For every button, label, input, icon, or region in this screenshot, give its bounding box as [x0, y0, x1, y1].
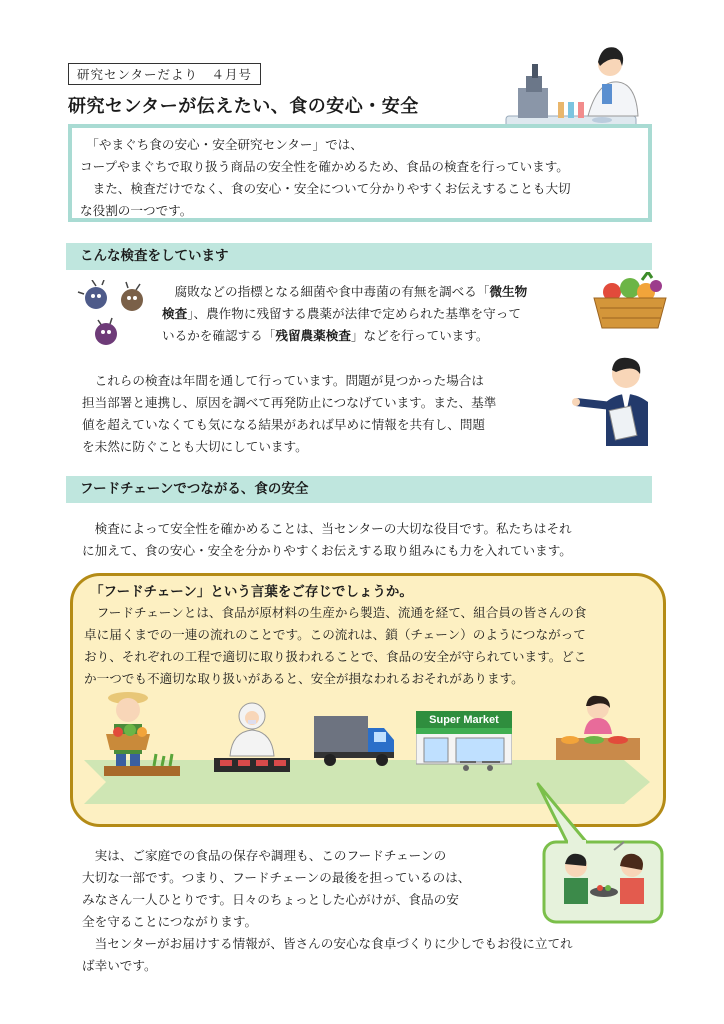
food-chain-intro	[82, 518, 662, 562]
callout-title: 「フードチェーン」という言葉をご存じでしょうか。	[90, 584, 413, 600]
pesticide-test-label: 残留農薬検査	[275, 328, 351, 343]
closing-line: 大切な一部です。つまり、フードチェーンの最後を担っているのは、	[82, 870, 471, 885]
inspection-text: いるかを確認する「	[162, 328, 276, 343]
inspection-text: 腐敗などの指標となる細菌や食中毒菌の有無を調べる「	[174, 284, 490, 299]
intro-line: な役割の一つです。	[80, 203, 193, 218]
intro-line: 「やまぐち食の安心・安全研究センター」では、	[80, 137, 363, 152]
callout-line: か一つでも不適切な取り扱いがあると、安全が損なわれるおそれがあります。	[84, 671, 524, 686]
microbial-test-label: 微生物	[489, 284, 528, 299]
intro2-line: 検査によって安全性を確かめることは、当センターの大切な役目です。私たちはそれ	[82, 521, 572, 536]
vegetable-basket-icon	[590, 272, 670, 334]
inspection-line-1	[162, 281, 582, 303]
supermarket-sign: Super Market	[416, 711, 512, 729]
callout-line: おり、それぞれの工程で適切に取り扱われることで、食品の安全が守られています。どこ	[84, 649, 587, 664]
intro-line: また、検査だけでなく、食の安心・安全について分かりやすくお伝えすることも大切	[80, 181, 571, 196]
inspection-line-2	[162, 303, 582, 325]
newsletter-tag: 研究センターだより ４月号	[68, 63, 261, 85]
microbial-test-label-cont: 検査	[162, 306, 188, 321]
closing-line: 当センターがお届けする情報が、皆さんの安心な食卓づくりに少しでもお役に立てれ	[82, 936, 573, 951]
followup-line: これらの検査は年間を通して行っています。問題が見つかった場合は	[82, 373, 484, 388]
dining-table-icon	[554, 690, 644, 772]
inspection-followup	[82, 370, 572, 458]
intro2-line: に加えて、食の安心・安全を分かりやすくお伝えする取り組みにも力を入れています。	[82, 543, 572, 558]
inspection-text: 」、農作物に残留する農薬が法律で定められた基準を守って	[187, 306, 521, 321]
section-heading-inspections: こんな検査をしています	[66, 243, 652, 270]
farmer-icon	[98, 690, 184, 780]
presenter-icon	[572, 350, 662, 450]
closing-line: ば幸いです。	[82, 958, 157, 973]
callout-line: フードチェーンとは、食品が原材料の生産から製造、流通を経て、組合員の皆さんの食	[84, 605, 587, 620]
inspection-text: 」などを行っています。	[350, 328, 489, 343]
germs-icon	[76, 280, 156, 348]
callout-text	[84, 602, 658, 690]
intro-line: コープやまぐちで取り扱う商品の安全性を確かめるため、食品の検査を行っています。	[80, 159, 569, 174]
intro-text	[80, 134, 655, 222]
factory-worker-icon	[212, 700, 292, 780]
inspection-line-3	[162, 325, 582, 347]
supermarket-icon	[416, 728, 512, 772]
closing-text	[82, 845, 662, 977]
section-heading-food-chain: フードチェーンでつながる、食の安全	[66, 476, 652, 503]
inspection-description	[162, 281, 582, 347]
scientist-icon	[498, 36, 648, 136]
closing-line: 全を守ることにつながります。	[82, 914, 258, 929]
followup-line: 値を超えていなくても気になる結果があれば早めに情報を共有し、問題	[82, 417, 485, 432]
closing-line: みなさん一人ひとりです。日々のちょっとした心がけが、食品の安	[82, 892, 459, 907]
page-title: 研究センターが伝えたい、食の安心・安全	[68, 96, 419, 117]
followup-line: 担当部署と連携し、原因を調べて再発防止につなげています。また、基準	[82, 395, 497, 410]
truck-icon	[312, 712, 398, 772]
callout-line: 卓に届くまでの一連の流れのことです。この流れは、鎖（チェーン）のようにつながって	[84, 627, 586, 642]
followup-line: を未然に防ぐことも大切にしています。	[82, 439, 308, 454]
closing-line: 実は、ご家庭での食品の保存や調理も、このフードチェーンの	[82, 848, 447, 863]
